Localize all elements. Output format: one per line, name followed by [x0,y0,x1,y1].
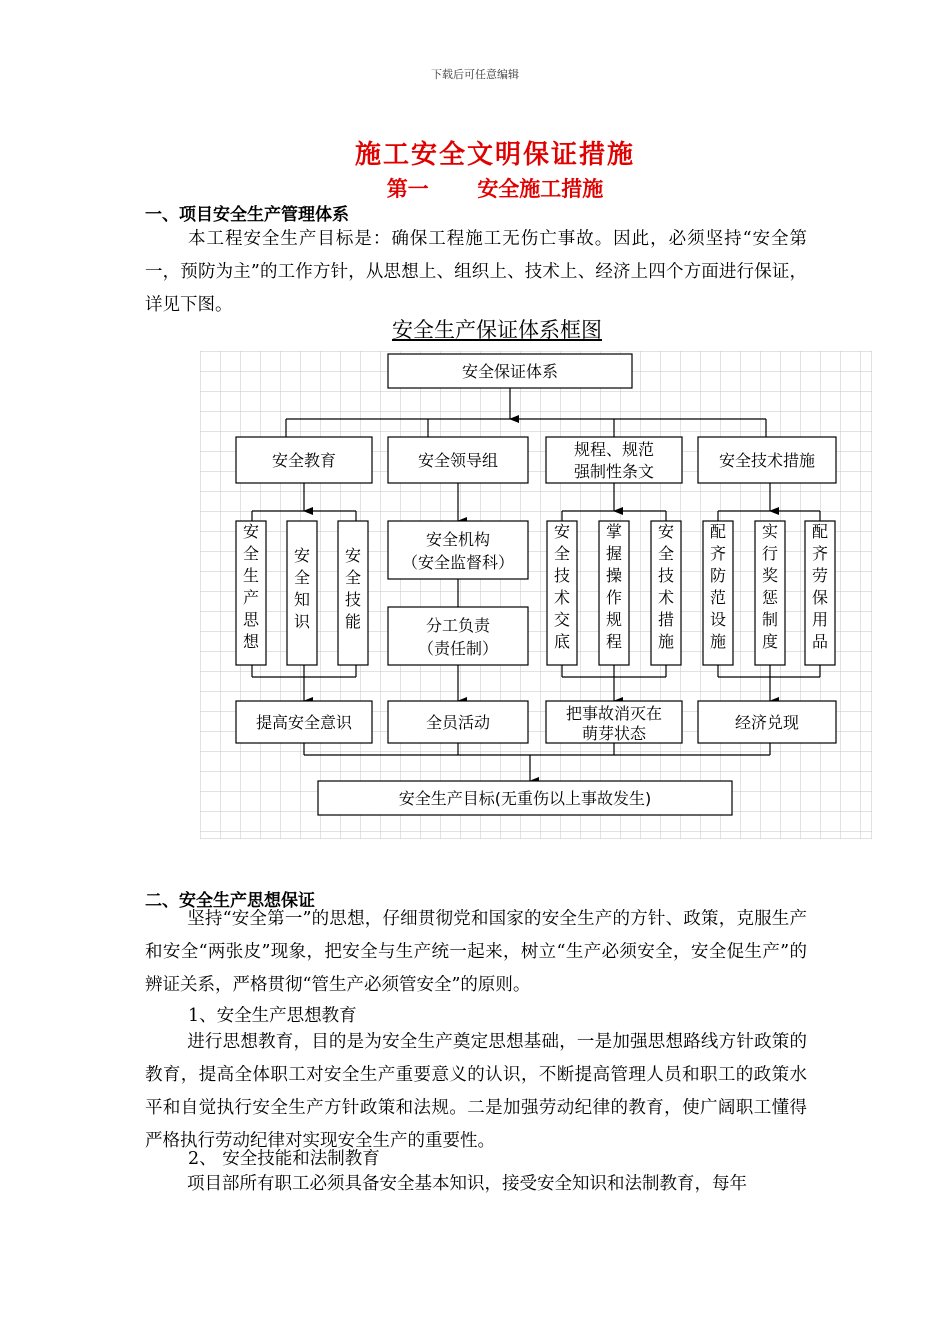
goal-label: 安全生产目标(无重伤以上事故发生) [398,789,652,808]
vertical-label-char: 惩 [761,588,779,607]
vertical-label-char: 用 [811,610,829,629]
vertical-label-char: 奖 [761,566,779,585]
vertical-label-char: 保 [811,588,829,607]
result-label-1: 提高安全意识 [255,713,353,732]
item2-heading: 2、 安全技能和法制教育 [188,1149,380,1169]
section2-heading: 二、安全生产思想保证 [145,891,315,911]
section1-heading: 一、项目安全生产管理体系 [145,205,349,225]
item1-heading: 1、安全生产思想教育 [188,1006,357,1026]
vertical-label-char: 度 [761,632,779,651]
vertical-label-char: 实 [761,522,779,541]
vertical-label-char: 思 [242,610,260,629]
child-label-2-1: 安全机构 [425,530,491,549]
vertical-label-char: 安 [344,546,362,565]
vertical-label-char: 掌 [605,522,623,541]
vertical-label-char: 施 [657,632,675,651]
vertical-label-char: 程 [605,632,623,651]
vertical-label-char: 安 [293,546,311,565]
vertical-label-char: 品 [811,632,829,651]
box-top-label: 安全保证体系 [461,362,559,381]
vertical-label-char: 技 [657,566,675,585]
vertical-label-char: 安 [657,522,675,541]
vertical-label-char: 范 [709,588,727,607]
vertical-label-char: 技 [344,590,362,609]
result-label-2: 全员活动 [425,713,491,732]
result-label-3a: 把事故消灭在 [565,704,663,723]
section1-text: 本工程安全生产目标是：确保工程施工无伤亡事故。因此，必须坚持“安全第一，预防为主”的工作方针，从思想上、组织上、技术上、经济上四个方面进行保证，详见下图。 [145,229,807,315]
vertical-label-char: 施 [709,632,727,651]
result-label-3b: 萌芽状态 [581,724,647,743]
vertical-label-char: 配 [811,522,829,541]
subtitle-name: 安全施工措施 [477,176,604,201]
vertical-label-char: 握 [605,544,623,563]
vertical-label-char: 规 [605,610,623,629]
vertical-label-char: 交 [553,610,571,629]
header-note: 下载后可任意编辑 [431,68,519,81]
vertical-label-char: 齐 [811,544,829,563]
vertical-label-char: 技 [553,566,571,585]
vertical-label-char: 底 [553,632,571,651]
vertical-label-char: 术 [553,588,571,607]
head-label-3a: 规程、规范 [573,440,655,459]
item1-text: 进行思想教育，目的是为安全生产奠定思想基础，一是加强思想路线方针政策的教育，提高全体职工对安全生产重要意义的认识，不断提高管理人员和职工的政策水平和自觉执行安全生产方针政策和法规。二是加强劳动纪律的教育，使广阔职工懂得严格执行劳动纪律对实现安全生产的重要性。 [145,1032,807,1151]
result-label-4: 经济兑现 [734,713,800,732]
vertical-label-char: 生 [242,566,260,585]
vertical-label-char: 安 [553,522,571,541]
section2-text: 坚持“安全第一”的思想，仔细贯彻党和国家的安全生产的方针、政策，克服生产和安全“两张皮”现象，把安全与生产统一起来，树立“生产必须安全，安全促生产”的辨证关系，严格贯彻“管生产必须管安全”的原则。 [145,909,807,995]
vertical-label-char: 行 [761,544,779,563]
head-label-4: 安全技术措施 [718,451,816,470]
vertical-label-char: 识 [293,612,311,631]
vertical-label-char: 齐 [709,544,727,563]
item1-paragraph [145,1026,807,1158]
vertical-label-char: 措 [657,610,675,629]
vertical-label-char: 全 [657,544,675,563]
vertical-label-char: 全 [553,544,571,563]
head-label-1: 安全教育 [271,451,337,470]
vertical-label-char: 全 [242,544,260,563]
document-subtitle [0,173,950,203]
vertical-label-char: 安 [242,522,260,541]
subtitle-part: 第一 [386,176,429,201]
vertical-label-char: 作 [605,588,623,607]
vertical-label-char: 能 [344,612,362,631]
vertical-label-char: 产 [242,588,260,607]
vertical-label-char: 操 [605,566,623,585]
diagram-title: 安全生产保证体系框图 [392,318,602,342]
document-title: 施工安全文明保证措施 [354,140,635,170]
vertical-label-char: 制 [761,610,779,629]
item2-paragraph [145,1168,807,1201]
head-label-3b: 强制性条文 [573,462,655,481]
vertical-label-char: 全 [344,568,362,587]
vertical-label-char: 知 [293,590,311,609]
section1-paragraph [145,223,807,322]
vertical-label-char: 配 [709,522,727,541]
child-label-2-4: （责任制） [417,639,499,658]
vertical-label-char: 防 [709,566,727,585]
vertical-label-char: 设 [709,610,727,629]
item2-text: 项目部所有职工必须具备安全基本知识，接受安全知识和法制教育，每年 [187,1174,747,1194]
safety-system-diagram [200,351,872,839]
vertical-label-char: 全 [293,568,311,587]
section2-paragraph [145,903,807,1002]
child-label-2-3: 分工负责 [425,616,491,635]
vertical-label-char: 想 [242,632,260,651]
head-label-2: 安全领导组 [417,451,499,470]
child-label-2-2: （安全监督科） [401,553,515,572]
vertical-label-char: 劳 [811,566,829,585]
vertical-label-char: 术 [657,588,675,607]
